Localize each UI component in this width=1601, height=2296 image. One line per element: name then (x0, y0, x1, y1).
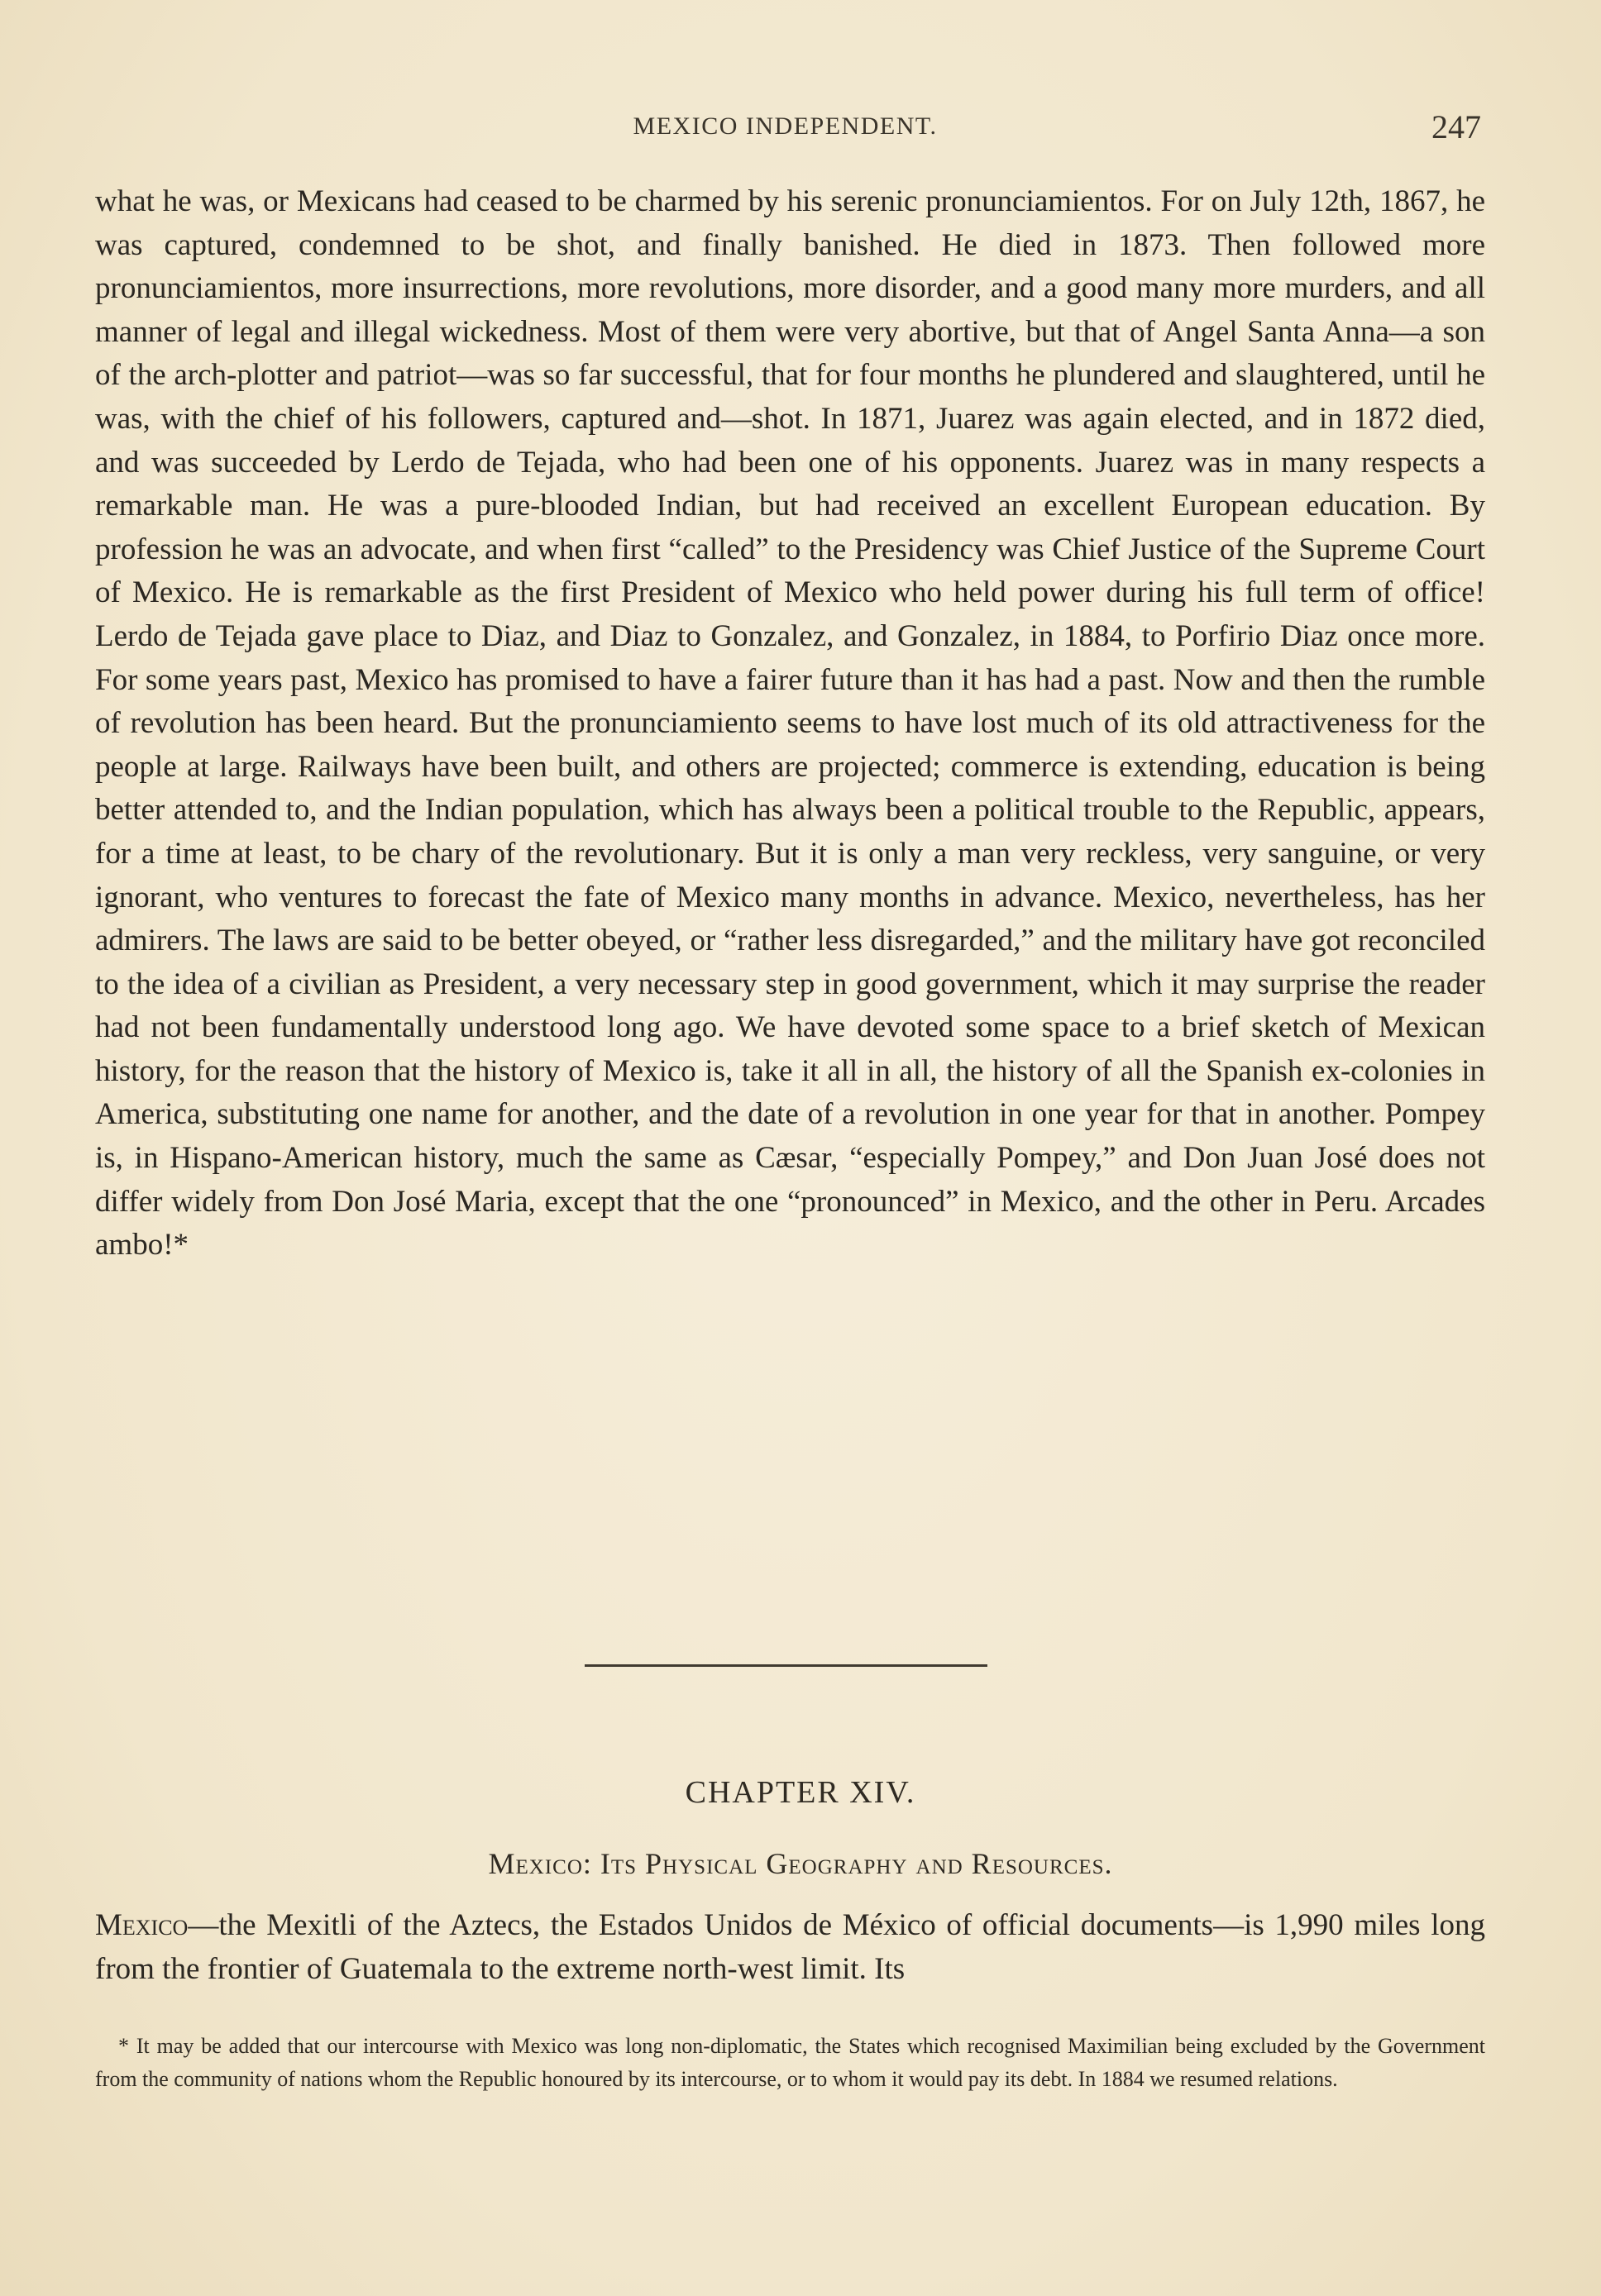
chapter-subtitle: Mexico: Its Physical Geography and Resources. (488, 1847, 1113, 1880)
chapter-opening-block (95, 1904, 1485, 1991)
main-text-block (95, 180, 1485, 1267)
page-header (89, 107, 1481, 157)
chapter-lead-word: Mexico (95, 1908, 189, 1942)
footnote-text: * It may be added that our intercourse with Mexico was long non-diplomatic, the States which recognised Maximilian being excluded by the Government from the community of nations whom the Republic honoured by its intercourse, or to whom it would pay its debt. In 1884 we resumed relations. (95, 2034, 1485, 2091)
running-head: MEXICO INDEPENDENT. (633, 112, 938, 140)
chapter-opening-text: —the Mexitli of the Aztecs, the Estados Unidos de México of official documents—is 1,990 miles long from the frontier of Guatemala to the extreme north-west limit. Its (95, 1908, 1485, 1986)
chapter-title: CHAPTER XIV. (685, 1775, 916, 1810)
footnote (95, 2030, 1485, 2096)
page-number: 247 (1431, 108, 1481, 146)
chapter-opening-paragraph (95, 1904, 1485, 1991)
body-paragraph: what he was, or Mexicans had ceased to be charmed by his serenic pronunciamientos. For on July 12th, 1867, he was captured, condemned to be shot, and finally banished. He died in 1873. Then followed more pronunciamientos, more insurrections, more revolutions, more disorder, and a good many more murders, and all manner of legal and illegal wickedness. Most of them were very abortive, but that of Angel Santa Anna—a son of the arch-plotter and patriot—was so far successful, that for four months he plundered and slaughtered, until he was, with the chief of his followers, captured and—shot. In 1871, Juarez was again elected, and in 1872 died, and was succeeded by Lerdo de Tejada, who had been one of his opponents. Juarez was in many respects a remarkable man. He was a pure-blooded Indian, but had received an excellent European education. By profession he was an advocate, and when first “called” to the Presidency was Chief Justice of the Supreme Court of Mexico. He is remarkable as the first President of Mexico who held power during his full term of office! Lerdo de Tejada gave place to Diaz, and Diaz to Gonzalez, and Gonzalez, in 1884, to Porfirio Diaz once more. For some years past, Mexico has promised to have a fairer future than it has had a past. Now and then the rumble of revolution has been heard. But the pronunciamiento seems to have lost much of its old attractiveness for the people at large. Railways have been built, and others are projected; commerce is extending, education is being better attended to, and the Indian population, which has always been a political trouble to the Republic, appears, for a time at least, to be chary of the revolutionary. But it is only a man very reckless, very sanguine, or very ignorant, who ventures to forecast the fate of Mexico many months in advance. Mexico, nevertheless, has her admirers. The laws are said to be better obeyed, or “rather less disregarded,” and the military have got reconciled to the idea of a civilian as President, a very necessary step in good government, which it may surprise the reader had not been fundamentally understood long ago. We have devoted some space to a brief sketch of Mexican history, for the reason that the history of Mexico is, take it all in all, the history of all the Spanish ex-colonies in America, substituting one name for another, and the date of a revolution in one year for that in another. Pompey is, in Hispano-American history, much the same as Cæsar, “especially Pompey,” and Don Juan José does not differ widely from Don José Maria, except that the one “pronounced” in Mexico, and the other in Peru. Arcades ambo!* (95, 184, 1485, 1263)
section-divider (585, 1664, 987, 1667)
